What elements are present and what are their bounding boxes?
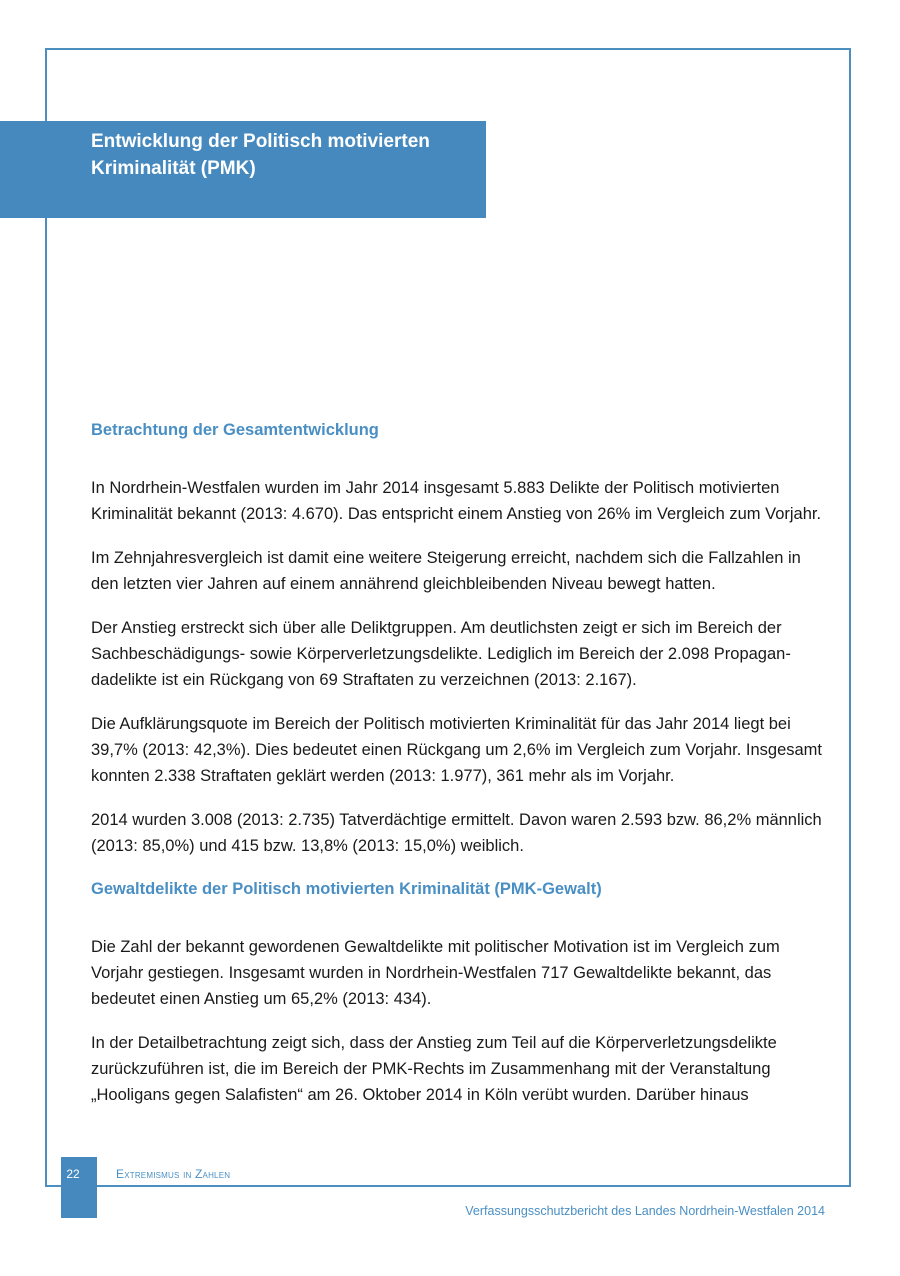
page-number: 22 (66, 1167, 80, 1181)
paragraph: Die Aufklärungsquote im Bereich der Politisch motivierten Kriminalität für das Jahr 2014 liegt bei 39,7% (2013: 42,3%). Dies bedeutet einen Rückgang um 2,6% im Vergleich zum Vorjahr. Insgesamt konnten 2.338 Straftaten geklärt werden (2013: 1.977), 361 mehr als im Vorjahr. (91, 715, 822, 785)
section-heading-violence: Gewaltdelikte der Politisch motivierten Kriminalität (PMK-Gewalt) (91, 880, 602, 898)
paragraph: In der Detailbetrachtung zeigt sich, dass der Anstieg zum Teil auf die Körperverletzungsdelikte zurückzuführen ist, die im Bereich der PMK-Rechts im Zusammenhang mit der Veranstaltung „Hooligans gegen Salafisten“ am 26. Oktober 2014 in Köln verübt wurden. Darüber hinaus (91, 1034, 777, 1104)
paragraph: Im Zehnjahresvergleich ist damit eine weitere Steigerung erreicht, nachdem sich die Fallzahlen in den letzten vier Jahren auf einem annährend gleichbleibenden Niveau bewegt hatten. (91, 549, 801, 593)
footer-publication: Verfassungsschutzbericht des Landes Nordrhein-Westfalen 2014 (465, 1204, 825, 1218)
paragraph: Der Anstieg erstreckt sich über alle Deliktgruppen. Am deutlichsten zeigt er sich im Bereich der Sachbeschädigungs- sowie Körperverletzungsdelikte. Lediglich im Bereich der 2.098 Propagandadelikte ist ein Rückgang von 69 Straftaten zu verzeichnen (2013: 2.167). (91, 619, 791, 689)
footer-section-label: Extremismus in Zahlen (116, 1167, 231, 1181)
paragraph: 2014 wurden 3.008 (2013: 2.735) Tatverdächtige ermittelt. Davon waren 2.593 bzw. 86,2% männlich (2013: 85,0%) und 415 bzw. 13,8% (2013: 15,0%) weiblich. (91, 811, 822, 855)
main-content (91, 418, 831, 1126)
paragraph: Die Zahl der bekannt gewordenen Gewaltdelikte mit politischer Motivation ist im Vergleich zum Vorjahr gestiegen. Insgesamt wurden in Nordrhein-Westfalen 717 Gewaltdelikte bekannt, das bedeutet einen Anstieg um 65,2% (2013: 434). (91, 938, 780, 1008)
paragraph: In Nordrhein-Westfalen wurden im Jahr 2014 insgesamt 5.883 Delikte der Politisch motivierten Kriminalität bekannt (2013: 4.670). Das entspricht einem Anstieg von 26% im Vergleich zum Vorjahr. (91, 479, 822, 523)
page-title: Entwicklung der Politisch motivierten Kriminalität (PMK) (91, 131, 430, 179)
section-heading-overall: Betrachtung der Gesamtentwicklung (91, 421, 379, 439)
